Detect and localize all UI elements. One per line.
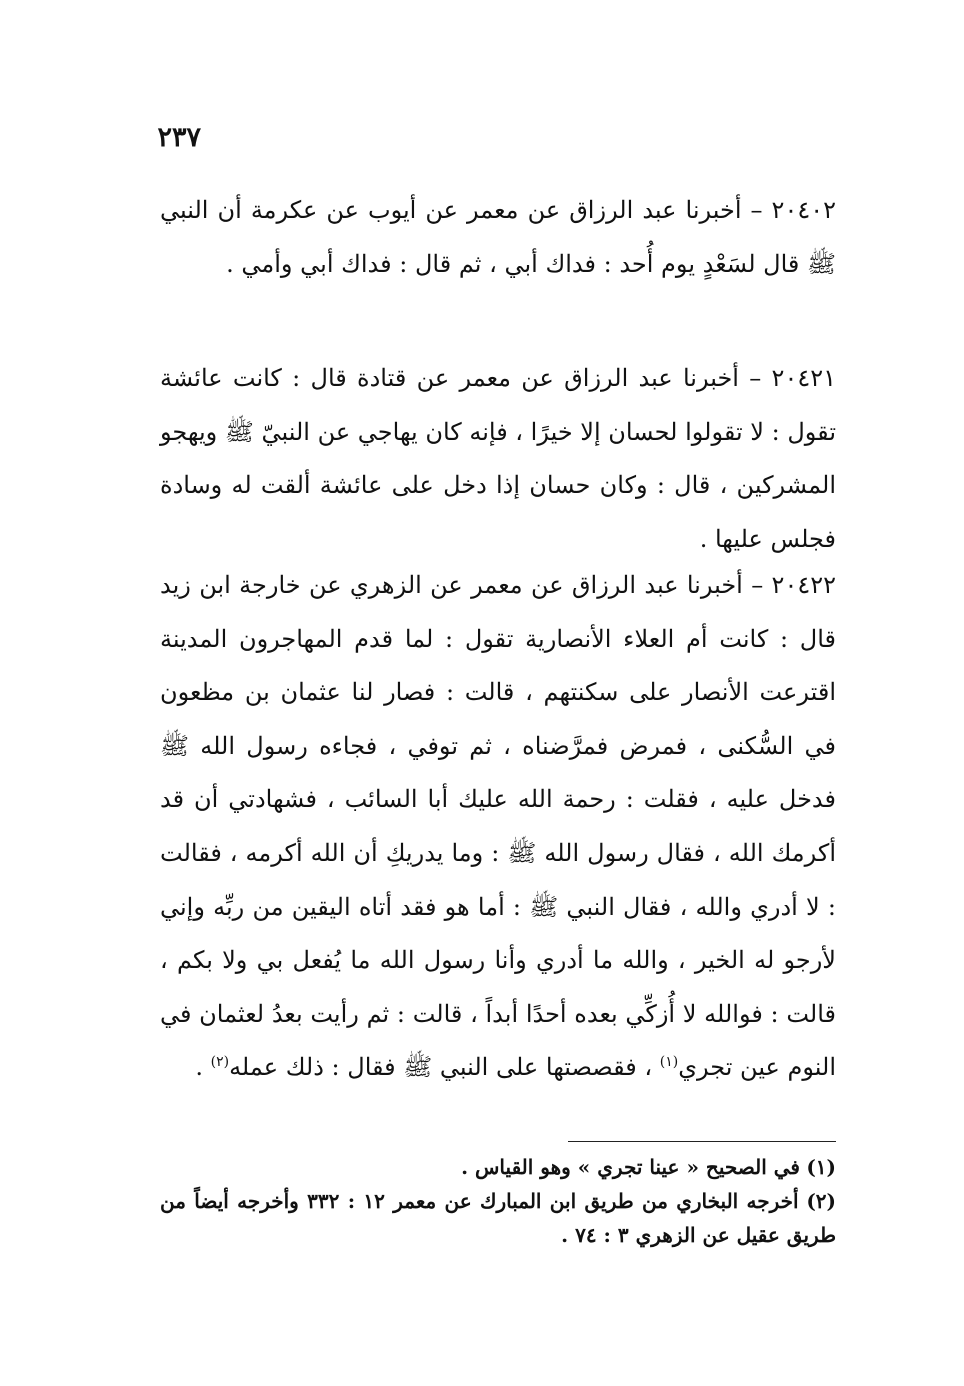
hadith-20402: ٢٠٤٠٢ – أخبرنا عبد الرزاق عن معمر عن أيوب عن عكرمة أن النبي ﷺ قال لسَعْدٍ يوم أُحد : فداك أبي ، ثم قال : فداك أبي وأمي .: [160, 196, 836, 278]
hadith-20422-continuation: ، فقصصتها على النبي ﷺ فقال : ذلك عمله: [229, 1053, 653, 1082]
footnote-1: [160, 1150, 836, 1184]
footnote-2-text: أخرجه البخاري من طريق ابن المبارك عن معمر ١٢ : ٣٣٢ وأخرجه أيضاً من طريق عقيل عن الزهري ٣ : ٧٤ .: [160, 1189, 836, 1247]
footnotes: [160, 1150, 836, 1252]
footnote-divider: [568, 1141, 836, 1142]
footnote-ref-2: (٢): [210, 1054, 230, 1071]
footnote-1-number: (١): [806, 1155, 836, 1179]
footnote-1-text: في الصحيح « عينا تجري » وهو القياس .: [461, 1155, 800, 1179]
hadith-20422-end: .: [195, 1053, 211, 1082]
page-number: ٢٣٧: [157, 122, 201, 153]
hadith-20422-body: ٢٠٤٢٢ – أخبرنا عبد الرزاق عن معمر عن الزهري عن خارجة ابن زيد قال : كانت أم العلاء الأنصارية تقول : لما قدم المهاجرون المدينة اقترعت الأنصار على سكنتهم ، قالت : فصار لنا عثمان بن مظعون في السُّكنى ، فمرض فمرَّضناه ، ثم توفي ، فجاءه رسول الله ﷺ فدخل عليه ، فقلت : رحمة الله عليك أبا السائب ، فشهادتي أن قد أكرمك الله ، فقال رسول الله ﷺ : وما يدريكِ أن الله أكرمه ، فقالت : لا أدري والله ، فقال النبي ﷺ : أما هو فقد أتاه اليقين من ربِّه وإني لأرجو له الخير ، والله ما أدري وأنا رسول الله ما يُفعل بي ولا بكم ، قالت : فوالله لا أُزكِّي بعده أحدًا أبداً ، قالت : ثم رأيت بعدُ لعثمان في النوم عين تجري: [160, 571, 836, 1082]
hadith-20422: [160, 559, 836, 1095]
footnote-ref-1: (١): [659, 1054, 679, 1071]
hadith-20421: ٢٠٤٢١ – أخبرنا عبد الرزاق عن معمر عن قتادة قال : كانت عائشة تقول : لا تقولوا لحسان إلا خيرًا ، فإنه كان يهاجي عن النبيّ ﷺ ويهجو المشركين ، قال : وكان حسان إذا دخل على عائشة ألقت له وسادة فجلس عليها .: [160, 364, 836, 553]
footnote-2-number: (٢): [806, 1189, 836, 1213]
footnote-2: [160, 1184, 836, 1252]
